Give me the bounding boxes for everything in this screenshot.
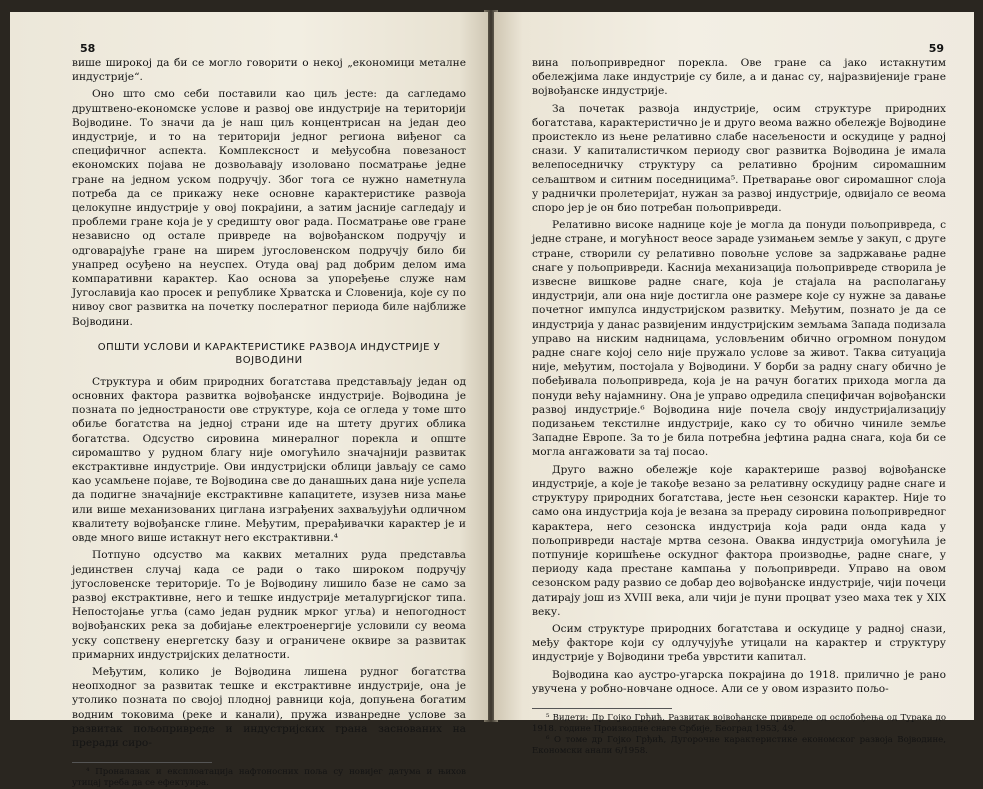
footnote: ⁵ Видети: Др Гојко Грђић, Развитак војвођанске привреде од ослобођења од Турака до 1918. године Производне снаге Србије, Београд 1953, 49. bbox=[532, 712, 946, 734]
paragraph: Војводина као аустро-угарска покрајина до 1918. прилично је рано увучена у робно-новчане односе. Али се у овом изразито пољо- bbox=[532, 668, 946, 695]
footnote: ⁴ Проналазак и експлоатација нафтоносних поља су новијег датума и њихов утицај треба да се ефектуира. bbox=[72, 767, 466, 789]
page-number: 59 bbox=[928, 42, 944, 55]
paragraph: Потпуно одсуство ма каквих металних руда представља јединствен случај када се ради о тако широком подручју југословенске територије. То је Војводину лишило базе не само за развој екстрактивне, него и тешке индустрије металургијског типа. Непостојање угља (само један рудник мрког угља) и непогодност војвођанских река за добијање електроенергије условили су веома уску сопствену енергетску базу и ограничене оквире за развитак примарних индустријских делатности. bbox=[72, 549, 466, 661]
footnote-rule bbox=[532, 708, 672, 709]
left-page bbox=[10, 12, 488, 789]
paragraph: Структура и обим природних богатстава представљају један од основних фактора развитка војвођанске индустрије. Војводина је позната по једностраности ове структуре, која се огледа у томе што обиље богатства на једној страни иде на штету других облика богатства. Одсуство сировина минералног порекла и опште сиромаштво у рудном благу није омогућило значајнији развитак екстрактивне индустрије. Ови индустријски облици јављају се само као усамљене појаве, те Војводина све до данашњих дана није успела да подигне значајније екстрактивне капацитете, изузев низа мање или више механизованих циглана изграђених захваљујући одличном квалитету војвођанске глине. Међутим, прерађивачки карактер је и овде много више истакнут него екстрактивни.⁴ bbox=[72, 375, 466, 545]
paragraph: Релативно високе наднице које је могла да понуди пољопривреда, с једне стране, и могућност веосе зараде узимањем земље у закуп, с друге стране, створили су релативно повољне услове за задржавање радне снаге у пољопривреди. Каснија механизација пољопривреде створила је извесне вишкове радне снаге, која је стајала на располагању индустрији, али она није достигла оне размере које су нужне за давање почетног импулса индустријском развитку. Међутим, познато је да се индустрија у данас развијеним индустријским земљама Запада подизала управо на ниским надницама, условљеним обично огромном понудом радне снаге којој село није пружало услове за живот. Таква ситуација није, међутим, постојала у Војводини. У борби за радну снагу обично је побеђивала пољопривреда, која је на рачун богатих прихода могла да понуди већу најамнину. Она је управо одредила специфичан војвођански развој индустрије.⁶ Војводина није почела своју индустријализацију подизањем текстилне индустрије, како су то обично чиниле земље Западне Европе. За то је била потребна јефтина радна снага, која би се могла ангажовати за тај посао. bbox=[532, 219, 946, 459]
section-heading: ОПШТИ УСЛОВИ И КАРАКТЕРИСТИКЕ РАЗВОЈА ИНДУСТРИЈЕ У ВОЈВОДИНИ bbox=[97, 341, 441, 366]
right-page bbox=[494, 12, 974, 756]
page-number: 58 bbox=[80, 42, 96, 55]
paragraph: Оно што смо себи поставили као циљ јесте: да сагледамо друштвено-економске услове и развој ове индустрије на територији Војводине. То значи да је наш циљ концентрисан на један део индустрије, и то на територији једног региона виђеног са специфичног аспекта. Комплексност и међусобна повезаност економских појава не дозвољавају изоловано посматрање једне гране на једном уском подручју. Због тога се нужно наметнула потреба да се прикажу неке основне карактеристике развоја целокупне индустрије у овој покрајини, а затим јасније сагледају и проблеми гране која је у средишту овог рада. Посматрање ове гране независно од остале привреде на војвођанском подручју и одговарајуће гране на ширем југословенском подручју било би унапред осуђено на неуспех. Отуда овај рад добрим делом има компаративни карактер. Као основа за упоређење служе нам Југославија као просек и републике Хрватска и Словенија, које су по нивоу свог развитка на почетку послератног периода биле најближе Војводини. bbox=[72, 88, 466, 328]
paragraph: вина пољопривредног порекла. Ове гране са јако истакнутим обележјима лаке индустрије су биле, а и данас су, најразвијеније гране војвођанске индустрије. bbox=[532, 57, 946, 98]
paragraph: Осим структуре природних богатстава и оскудице у радној снази, међу факторе који су одлучујуће утицали на карактер и структуру индустрије у Војводини треба уврстити капитал. bbox=[532, 622, 946, 664]
footnote: ⁶ О томе др Гојко Грђић, Дугорочне карактеристике економског развоја Војводине, Економски анали 6/1958. bbox=[532, 734, 946, 756]
paragraph: више широкој да би се могло говорити о некој „економици металне индустрије“. bbox=[72, 57, 466, 84]
footnote-rule bbox=[72, 762, 212, 763]
paragraph: За почетак развоја индустрије, осим структуре природних богатстава, карактеристично је и друго веома важно обележје Војводине проистекло из њене релативно слабе насељености и оскудице у радној снази. У капиталистичком периоду свог развитка Војводина је имала велепоседничку структуру са релативно бројним сиромашним сељаштвом и ситним поседницима⁵. Претварање овог сиромашног слоја у раднички пролетеријат, нужан за развој индустрије, одвијало се веома споро јер је он био потребан пољопривреди. bbox=[532, 102, 946, 215]
paragraph: Друго важно обележје које карактерише развој војвођанске индустрије, а које је такође везано за релативну оскудицу радне снаге и структуру природних богатстава, јесте њен сезонски карактер. Није то само она индустрија која је везана за прераду сировина пољопривредног карактера, него сезонска индустрија која ради онда када у пољопривреди настаје мртва сезона. Оваква индустрија омогућила је потпуније коришћење оскудног фактора производње, радне снаге, у периоду када престане кампања у пољопривреди. Управо на овом сезонском раду развио се добар део војвођанске индустрије, чији почеци датирају још из XVIII века, али чији је пуни процват узео маха тек у XIX веку. bbox=[532, 463, 946, 618]
paragraph: Међутим, колико је Војводина лишена рудног богатства неопходног за развитак тешке и екстрактивне индустрије, она је утолико позната по својој плодној равници која, допуњена богатим водним токовима (реке и канали), пружа изванредне услове за развитак пољопривреде и индустријских грана заснованих на преради сиро- bbox=[72, 665, 466, 749]
